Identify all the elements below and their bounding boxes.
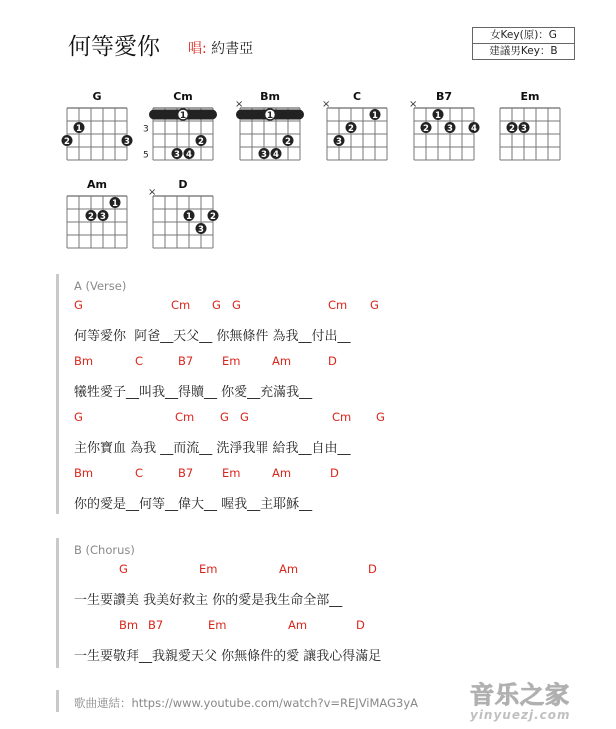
chord-diagram-em [500,90,560,160]
section-label-chorus: B (Chorus) [74,543,135,557]
lyric-line: 犧牲愛子__叫我__得贖__ 你愛__充滿我__ [74,385,313,400]
chord-name: G [74,298,83,312]
finger-number: 1 [435,111,441,121]
chord-name: Am [272,466,292,480]
chord-diagram-name: Am [87,178,107,191]
chord-name: Am [272,354,292,368]
watermark-logo [456,675,616,729]
finger-number: 1 [186,212,192,222]
finger-number: 1 [179,111,187,121]
chord-name: G [240,410,249,424]
chord-name: D [356,618,365,632]
finger-number: 1 [76,124,82,134]
fret-label: 5 [143,150,149,161]
chord-name: Bm [119,618,139,632]
female-key: 女Key(原)：G [473,28,574,44]
chord-name: G [376,410,385,424]
chord-diagram-c [322,90,387,160]
muted-string-mark: × [409,99,418,110]
finger-number: 2 [198,137,204,147]
chord-name: Cm [175,410,195,424]
chord-diagram-am [67,178,127,248]
finger-number: 1 [112,199,118,209]
lyric-line: 何等愛你 阿爸__天父__ 你無條件 為我__付出__ [74,329,351,344]
finger-number: 1 [266,111,274,121]
finger-number: 2 [64,137,70,147]
chord-diagram-bm [235,90,304,160]
fret-label: 3 [143,124,149,135]
lyric-line: 一生要敬拜__我親愛天父 你無條件的愛 讓我心得滿足 [74,649,382,664]
singer-label: 唱: [188,41,207,57]
chord-name: G [232,298,241,312]
muted-string-mark: × [235,99,244,110]
finger-number: 3 [100,212,106,222]
lyric-line: 一生要讚美 我美好救主 你的愛是我生命全部__ [74,593,343,608]
chord-diagrams [0,90,616,260]
chord-name: Bm [74,466,94,480]
finger-number: 3 [521,124,527,134]
watermark-en: yinyuezj.com [470,708,571,722]
finger-number: 4 [471,124,477,134]
lyric-line: 主你寶血 為我 __而流__ 洗淨我罪 給我__自由__ [74,441,351,456]
chord-name: Em [222,354,241,368]
lyric-line: 你的愛是__何等__偉大__ 喔我__主耶穌__ [74,497,313,512]
chord-name: Em [199,562,218,576]
chord-name: G [119,562,128,576]
chord-diagram-name: Bm [260,90,280,103]
finger-number: 2 [210,212,216,222]
chord-name: Am [279,562,299,576]
chord-diagram-name: D [178,178,188,191]
chorus-section-bar [56,538,59,668]
chord-name: B7 [178,466,194,480]
muted-string-mark: × [322,99,331,110]
chord-diagram-name: Cm [173,90,193,103]
singer-info [188,38,253,58]
chord-diagram-name: Em [520,90,540,103]
male-key: 建議男Key：B [489,45,558,57]
chord-diagram-cm [143,90,217,161]
chord-name: G [370,298,379,312]
finger-number: 3 [261,150,267,160]
singer-name: 約書亞 [211,41,254,57]
finger-number: 2 [285,137,291,147]
finger-number: 4 [273,150,279,160]
chord-name: Cm [171,298,191,312]
section-label-verse: A (Verse) [74,279,127,293]
finger-number: 3 [447,124,453,134]
chord-diagram-g [62,90,133,160]
finger-number: 2 [88,212,94,222]
chord-diagram-name: G [92,90,102,103]
finger-number: 1 [372,111,378,121]
finger-number: 2 [348,124,354,134]
chord-name: G [74,410,83,424]
finger-number: 2 [509,124,515,134]
chord-name: D [368,562,377,576]
key-info-box [472,27,575,60]
finger-number: 4 [186,150,192,160]
chord-name: Cm [332,410,352,424]
chord-name: B7 [148,618,164,632]
finger-number: 2 [423,124,429,134]
finger-number: 3 [124,137,130,147]
chord-name: Em [208,618,227,632]
chord-diagram-d [148,178,219,248]
chord-diagram-name: B7 [435,90,453,103]
watermark-cn: 音乐之家 [470,681,570,709]
chord-name: Bm [74,354,94,368]
finger-number: 3 [336,137,342,147]
chord-name: B7 [178,354,194,368]
song-title: 何等愛你 [68,34,160,60]
finger-number: 3 [174,150,180,160]
chord-name: Em [222,466,241,480]
chord-name: C [135,354,144,368]
finger-number: 3 [198,225,204,235]
verse-section-bar [56,274,59,514]
chord-name: D [328,354,337,368]
link-bar [56,690,59,712]
chord-name: G [220,410,229,424]
chord-diagram-b7 [409,90,480,160]
chord-name: Cm [328,298,348,312]
chord-diagram-name: C [352,90,362,103]
chord-name: G [212,298,221,312]
song-link[interactable]: 歌曲連結：https://www.youtube.com/watch?v=REJViMAG3yA [74,696,418,710]
chord-name: D [330,466,339,480]
muted-string-mark: × [148,187,157,198]
chord-name: C [135,466,144,480]
chord-name: Am [288,618,308,632]
